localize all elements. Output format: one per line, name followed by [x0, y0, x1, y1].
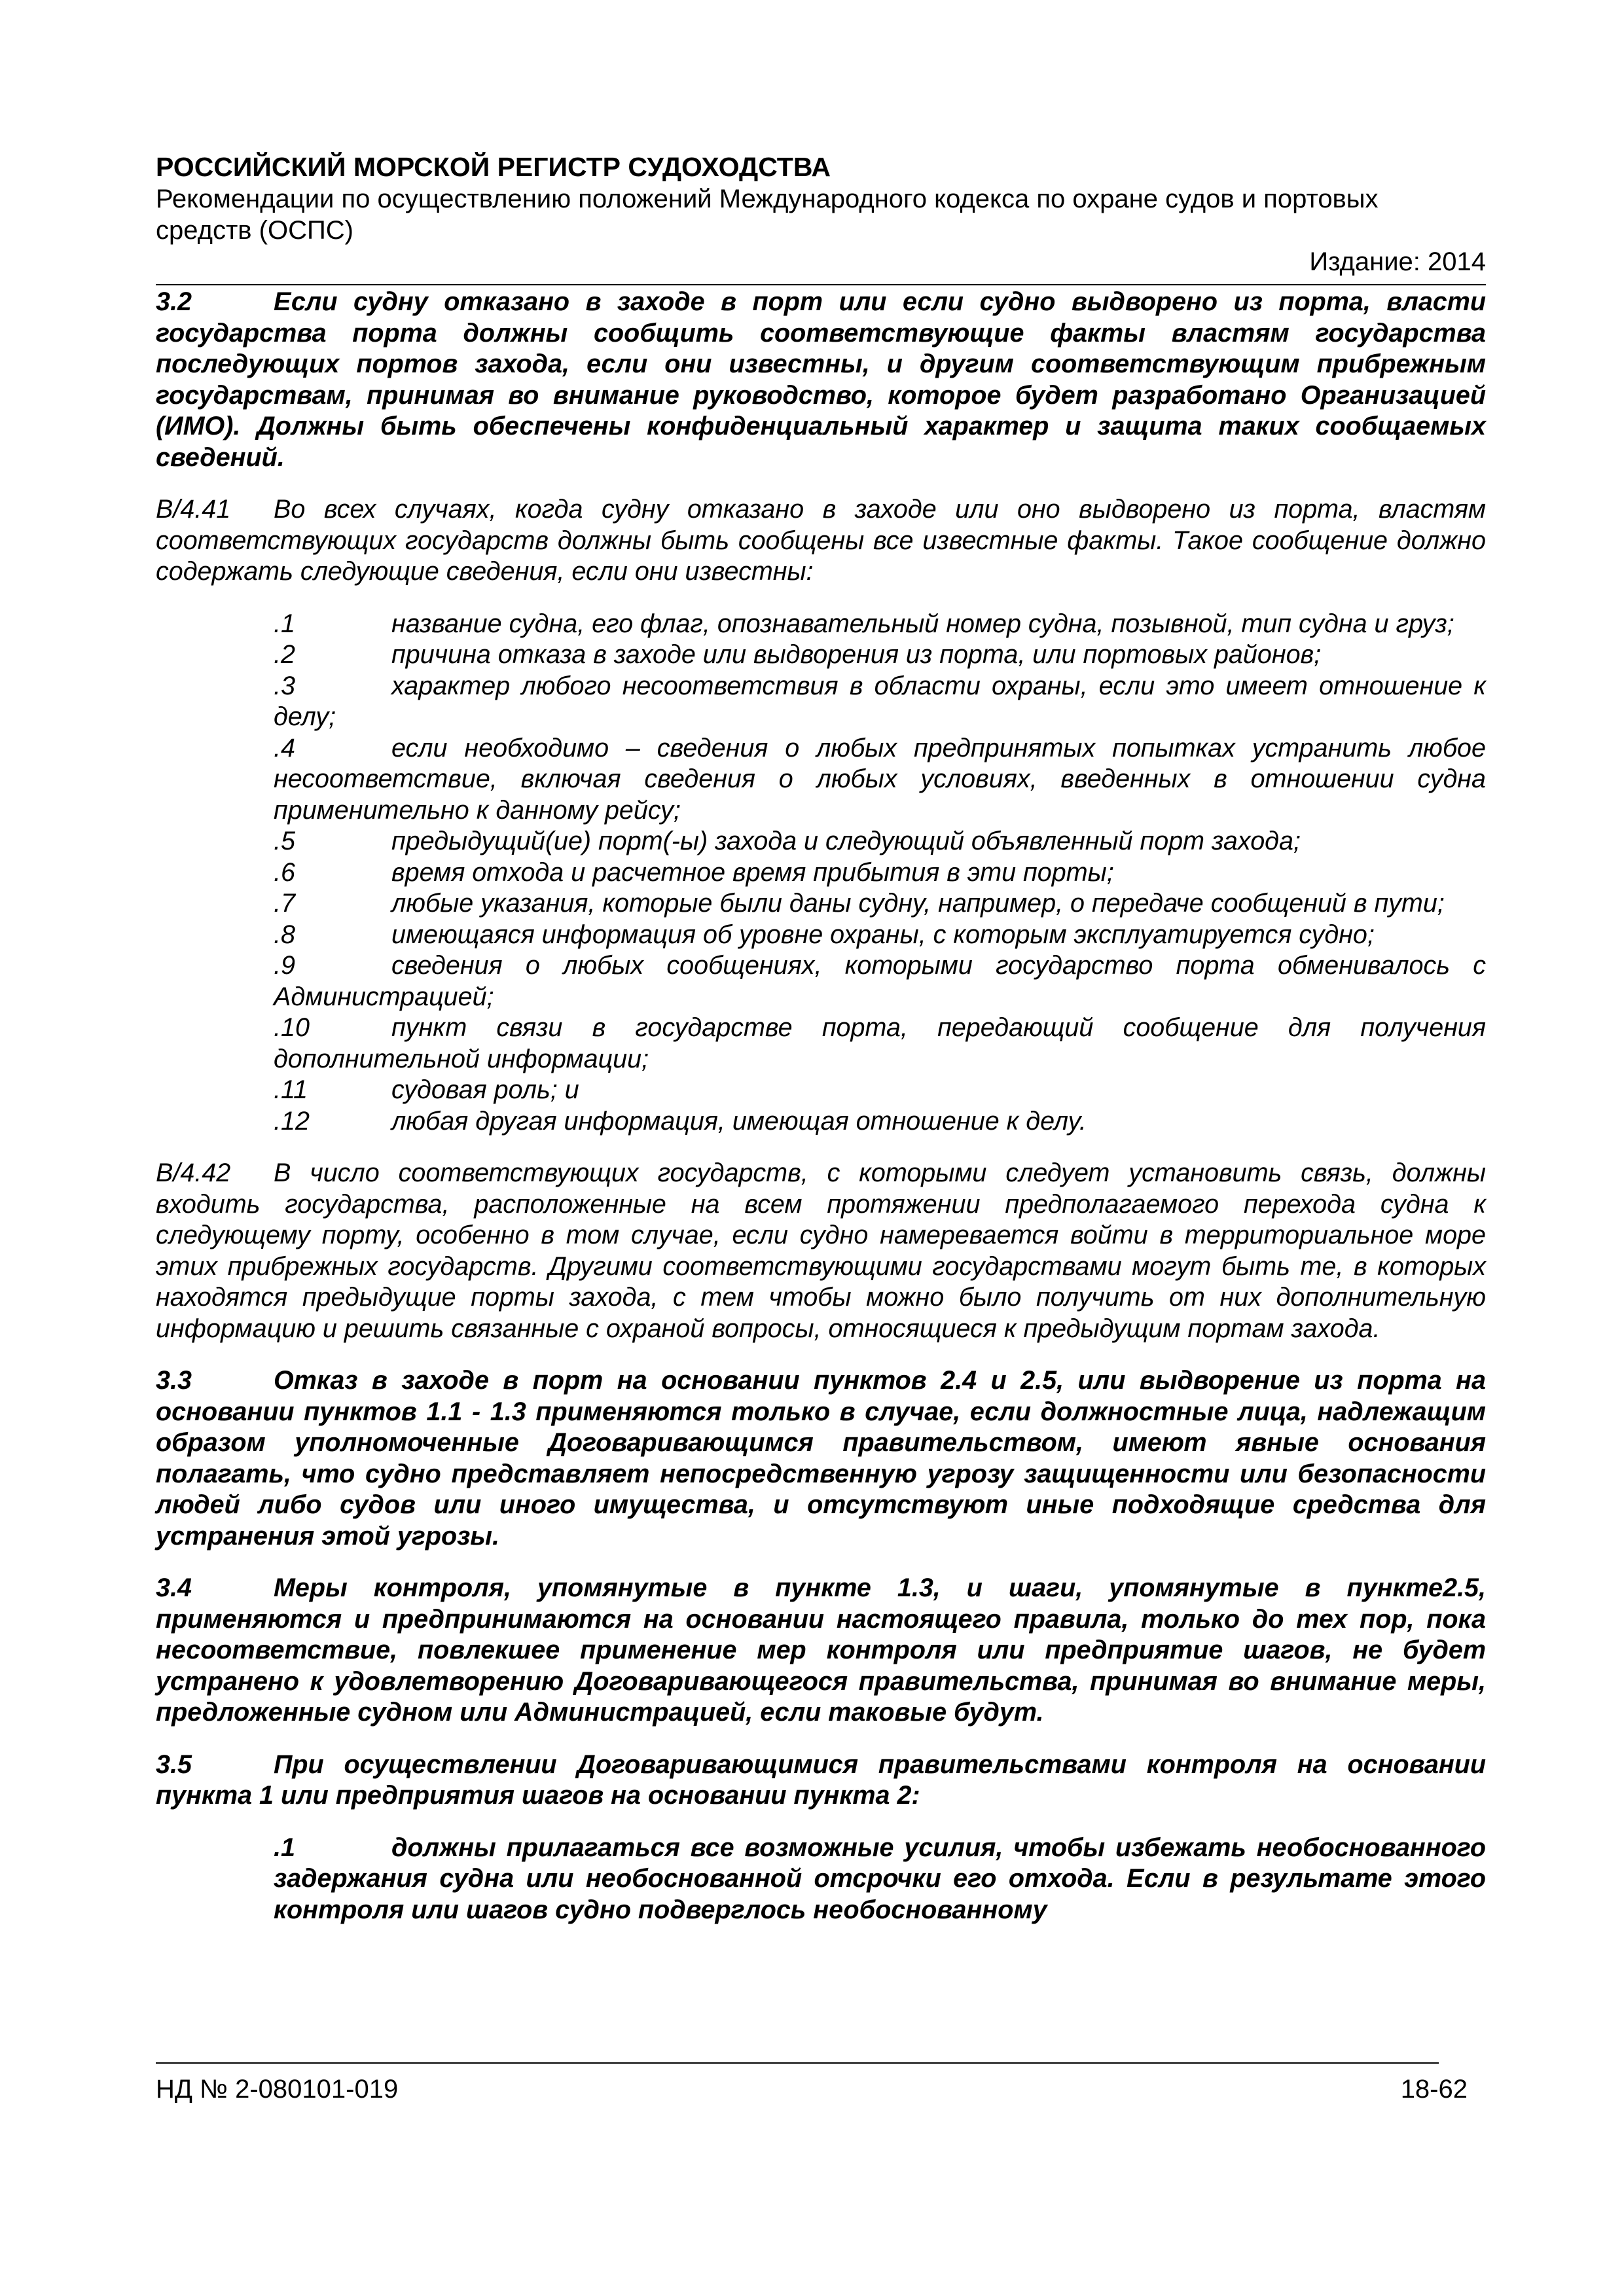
section-3-3 — [156, 1365, 1486, 1552]
section-text: Меры контроля, упомянутые в пункте 1.3, и шаги, упомянутые в пункте2.5, применяются и предпринимаются на основании настоящего правила, только до тех пор, пока несоответствие, повлекшее применение мер контроля или предприятие шагов, не будет устранено к удовлетворению Договаривающегося правительства, принимая во внимание меры, предложенные судном или Администрацией, если таковые будут. — [156, 1573, 1486, 1727]
organization-name: РОССИЙСКИЙ МОРСКОЙ РЕГИСТР СУДОХОДСТВА — [156, 152, 831, 182]
footer-divider — [156, 2062, 1439, 2064]
header-divider — [156, 284, 1486, 285]
list-item: .5 предыдущий(ие) порт(-ы) захода и следующий объявленный порт захода; — [274, 827, 1301, 855]
section-text: Отказ в заходе в порт на основании пунктов 2.4 и 2.5, или выдворение из порта на основании пунктов 1.1 - 1.3 применяются только в случае, если должностные лица, надлежащим образом уполномоченные Договаривающимся правительством, имеют явные основания полагать, что судно представляет непосредственную угрозу защищенности или безопасности людей либо судов или иного имущества, и отсутствуют иные подходящие средства для устранения этой угрозы. — [156, 1366, 1486, 1551]
list-item: .1 название судна, его флаг, опознавательный номер судна, позывной, тип судна и груз; — [274, 609, 1454, 638]
document-body — [156, 287, 1486, 1946]
list-item: .9 сведения о любых сообщениях, которыми государство порта обменивалось с Администрацией; — [274, 951, 1486, 1011]
section-text: При осуществлении Договаривающимися правительствами контроля на основании пункта 1 или предприятия шагов на основании пункта 2: — [156, 1749, 1486, 1810]
section-3-2 — [156, 287, 1486, 473]
section-number: 3.3 — [156, 1366, 192, 1395]
document-number: НД № 2-080101-019 — [156, 2075, 399, 2104]
section-text: Во всех случаях, когда судну отказано в заходе или оно выдворено из порта, властям соответствующих государств должны быть сообщены все известные факты. Такое сообщение должно содержать следующие сведения, если они известны: — [156, 495, 1486, 586]
list-item: .6 время отхода и расчетное время прибытия в эти порты; — [274, 857, 1114, 887]
guidance-b-4-41 — [156, 494, 1486, 588]
list-item: .10 пункт связи в государстве порта, передающий сообщение для получения дополнительной информации; — [274, 1013, 1486, 1073]
section-number: B/4.42 — [156, 1158, 231, 1187]
section-text: В число соответствующих государств, с которыми следует установить связь, должны входить государства, расположенные на всем протяжении предполагаемого перехода судна к следующему порту, особенно в том случае, если судно намеревается войти в территориальное море этих прибрежных государств. Другими соответствующими государствами могут быть те, в которых находятся предыдущие порты захода, с тем чтобы можно было получить от них дополнительную информацию и решить связанные с охраной вопросы, относящиеся к предыдущим портам захода. — [156, 1158, 1486, 1343]
list-item: .8 имеющаяся информация об уровне охраны, с которым эксплуатируется судно; — [274, 920, 1375, 949]
section-number: 3.5 — [156, 1749, 192, 1779]
document-subtitle-line1: Рекомендации по осуществлению положений Международного кодекса по охране судов и портовых — [156, 185, 1379, 213]
section-number: 3.4 — [156, 1573, 192, 1602]
list-b-4-41 — [274, 609, 1486, 1138]
list-item: .12 любая другая информация, имеющая отношение к делу. — [274, 1106, 1087, 1136]
list-item: .3 характер любого несоответствия в области охраны, если это имеет отношение к делу; — [274, 671, 1486, 731]
section-number: B/4.41 — [156, 495, 231, 524]
list-3-5 — [274, 1833, 1486, 1926]
page-header — [156, 151, 1486, 278]
list-item: .11 судовая роль; и — [274, 1075, 579, 1104]
list-item: .7 любые указания, которые были даны судну, например, о передаче сообщений в пути; — [274, 889, 1445, 918]
edition-label: Издание: 2014 — [1309, 247, 1486, 276]
list-item: .2 причина отказа в заходе или выдворения из порта, или портовых районов; — [274, 640, 1322, 669]
guidance-b-4-42 — [156, 1158, 1486, 1344]
document-subtitle-line2: средств (ОСПС) — [156, 216, 353, 245]
list-item: .4 если необходимо – сведения о любых предпринятых попытках устранить любое несоответствие, включая сведения о любых условиях, введенных в отношении судна применительно к данному рейсу; — [274, 733, 1486, 825]
page-number: 18-62 — [1400, 2075, 1468, 2104]
section-number: 3.2 — [156, 287, 192, 316]
section-text: Если судну отказано в заходе в порт или если судно выдворено из порта, власти государства порта должны сообщить соответствующие факты властям государства последующих портов захода, если они известны, и другим соответствующим прибрежным государствам, принимая во внимание руководство, которое будет разработано Организацией (ИМО). Должны быть обеспечены конфиденциальный характер и защита таких сообщаемых сведений. — [156, 287, 1486, 472]
list-item: .1 должны прилагаться все возможные усилия, чтобы избежать необоснованного задержания судна или необоснованной отсрочки его отхода. Если в результате этого контроля или шагов судно подверглось необоснованному — [274, 1833, 1486, 1924]
section-3-5 — [156, 1749, 1486, 1812]
section-3-4 — [156, 1573, 1486, 1729]
